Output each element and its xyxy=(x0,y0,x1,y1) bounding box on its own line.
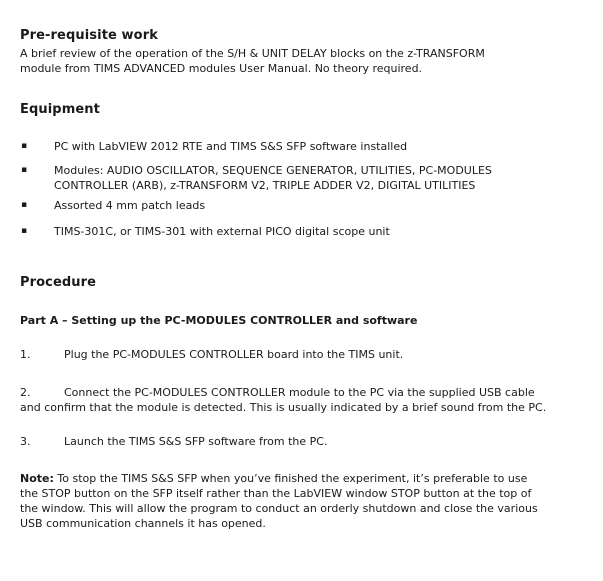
note-line4: USB communication channels it has opened. xyxy=(20,517,266,530)
step-number: 3. xyxy=(20,435,31,448)
step-number: 1. xyxy=(20,348,31,361)
equipment-item: PC with LabVIEW 2012 RTE and TIMS S&S SFP software installed xyxy=(54,140,408,153)
prereq-text-line2: module from TIMS ADVANCED modules User Manual. No theory required. xyxy=(20,62,423,75)
note-line1 xyxy=(20,471,527,486)
bullet-icon: ▪ xyxy=(21,226,28,236)
note-label: Note: xyxy=(20,472,54,485)
equipment-item: Assorted 4 mm patch leads xyxy=(54,199,206,212)
step-text-line2: and confirm that the module is detected. This is usually indicated by a brief sound from the PC. xyxy=(20,401,547,414)
note-text: To stop the TIMS S&S SFP when you’ve finished the experiment, it’s preferable to use xyxy=(53,472,528,485)
step-text: Launch the TIMS S&S SFP software from the PC. xyxy=(64,435,328,448)
bullet-icon: ▪ xyxy=(21,200,28,210)
note-line3: the window. This will allow the program to conduct an orderly shutdown and close the various xyxy=(20,502,538,515)
prereq-text-line1: A brief review of the operation of the S/H & UNIT DELAY blocks on the z-TRANSFORM xyxy=(20,47,485,60)
part-a-heading: Part A – Setting up the PC-MODULES CONTROLLER and software xyxy=(20,314,418,327)
equipment-heading: Equipment xyxy=(20,102,100,117)
step-text: Connect the PC-MODULES CONTROLLER module to the PC via the supplied USB cable xyxy=(64,386,535,399)
equipment-item: TIMS-301C, or TIMS-301 with external PICO digital scope unit xyxy=(54,225,390,238)
step-text: Plug the PC-MODULES CONTROLLER board into the TIMS unit. xyxy=(64,348,404,361)
bullet-icon: ▪ xyxy=(21,165,28,175)
prereq-heading: Pre-requisite work xyxy=(20,28,158,43)
procedure-heading: Procedure xyxy=(20,275,97,290)
equipment-item: Modules: AUDIO OSCILLATOR, SEQUENCE GENERATOR, UTILITIES, PC-MODULES xyxy=(54,164,492,177)
bullet-icon: ▪ xyxy=(21,141,28,151)
equipment-item-line2: CONTROLLER (ARB), z-TRANSFORM V2, TRIPLE ADDER V2, DIGITAL UTILITIES xyxy=(54,179,476,192)
note-line2: the STOP button on the SFP itself rather than the LabVIEW window STOP button at the top of xyxy=(20,487,532,500)
step-number: 2. xyxy=(20,386,31,399)
